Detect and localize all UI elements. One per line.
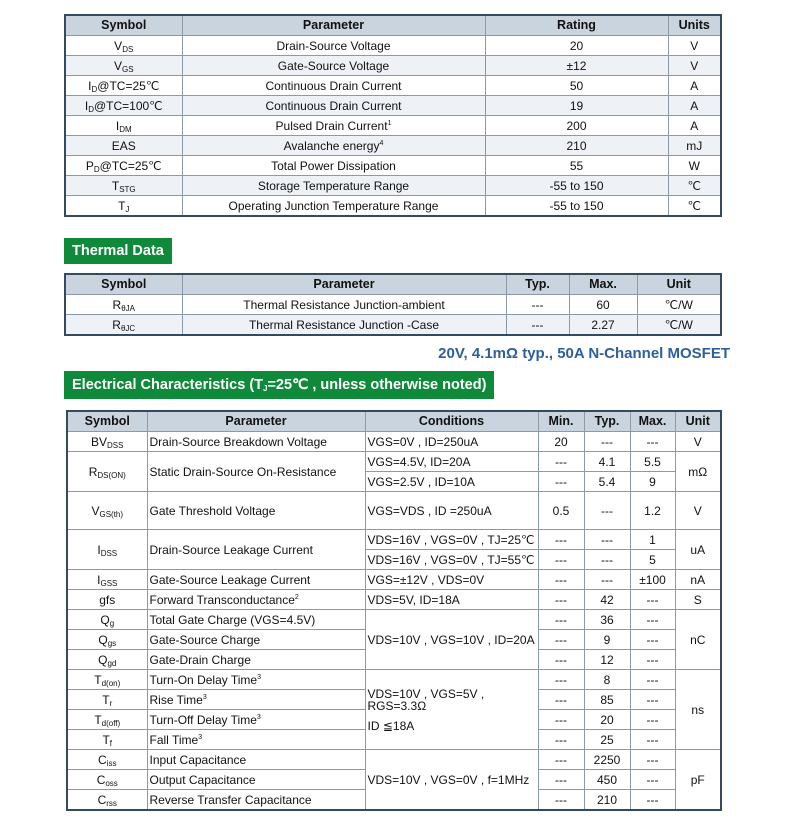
condition-cell: VDS=10V , VGS=0V , f=1MHz [365,750,538,811]
typ-cell: 210 [584,790,630,811]
parameter-text: Pulsed Drain Current [275,118,388,133]
parameter-cell [182,176,485,196]
parameter-cell: Thermal Resistance Junction -Case [182,315,506,336]
unit-cell: V [668,36,721,56]
parameter-cell [147,710,365,730]
min-cell: --- [538,472,584,492]
max-cell: --- [630,590,675,610]
max-cell: --- [630,790,675,811]
typ-cell: 2250 [584,750,630,770]
typ-cell: 9 [584,630,630,650]
max-cell: --- [630,670,675,690]
unit-cell: V [668,56,721,76]
parameter-cell [147,570,365,590]
table-row [67,530,721,550]
electrical-characteristics-table [66,410,722,811]
min-cell: --- [538,610,584,630]
max-cell: --- [630,730,675,750]
parameter-text: Turn-On Delay Time [149,672,258,687]
typ-cell: 4.1 [584,452,630,472]
symbol-sub: θJC [120,323,136,333]
symbol-sub: DSS [100,548,118,558]
rating-cell: 19 [485,96,668,116]
min-cell: --- [538,630,584,650]
max-cell: 9 [630,472,675,492]
typ-cell: 20 [584,710,630,730]
symbol-sub: oss [105,778,118,788]
max-cell: --- [630,630,675,650]
max-cell: --- [630,750,675,770]
max-cell: --- [630,710,675,730]
unit-cell: A [668,96,721,116]
symbol-sub: g [109,618,115,628]
header-unit: Unit [675,411,721,432]
symbol-suffix: @TC=100℃ [93,98,163,113]
condition-cell: VGS=±12V , VDS=0V [365,570,538,590]
unit-cell: mΩ [675,452,721,492]
symbol-cell [67,432,147,452]
symbol-main: I [88,78,92,93]
condition-cell: VGS=VDS , ID =250uA [365,492,538,530]
parameter-cell [147,590,365,610]
symbol-sub: r [109,698,113,708]
header-typ: Typ. [584,411,630,432]
symbol-main: C [96,772,106,787]
typ-cell: --- [584,492,630,530]
parameter-cell [147,530,365,570]
electrical-body [67,432,721,811]
parameter-text: Avalanche energy [283,138,380,153]
table-row [67,432,721,452]
symbol-sub: STG [119,184,136,194]
table-row [65,116,721,136]
unit-cell: V [675,432,721,452]
unit-cell: ℃/W [637,315,721,336]
table-row [65,315,721,336]
parameter-text: Output Capacitance [149,772,256,787]
parameter-text: Continuous Drain Current [265,98,402,113]
typ-cell: --- [584,550,630,570]
symbol-main: T [111,178,120,193]
symbol-suffix: @TC=25℃ [97,78,160,93]
symbol-main: V [91,503,100,518]
header-rating: Rating [485,15,668,36]
typ-cell: 85 [584,690,630,710]
parameter-cell [147,452,365,492]
symbol-cell [67,790,147,811]
header-conditions: Conditions [365,411,538,432]
table-row [67,590,721,610]
unit-cell: ℃ [668,176,721,196]
table-row [67,452,721,472]
parameter-text: Gate-Source Voltage [277,58,390,73]
min-cell: --- [538,550,584,570]
condition-cell [365,670,538,750]
parameter-cell [182,76,485,96]
symbol-sub: D [88,104,94,114]
symbol-main: I [115,118,120,133]
typ-cell: 12 [584,650,630,670]
min-cell: --- [538,452,584,472]
parameter-cell [147,770,365,790]
symbol-cell [65,136,182,156]
parameter-cell [147,610,365,630]
footnote-ref: 3 [198,733,203,741]
abs-max-body [65,36,721,217]
header-parameter: Parameter [147,411,365,432]
symbol-sub: GS [121,64,134,74]
header-max: Max. [569,274,637,295]
symbol-main: EAS [111,138,136,153]
symbol-cell [65,36,182,56]
symbol-main: T [94,672,102,687]
parameter-cell [147,650,365,670]
parameter-text: Gate-Source Leakage Current [149,572,311,587]
unit-cell: ℃/W [637,295,721,315]
table-row [67,610,721,630]
min-cell: --- [538,690,584,710]
symbol-sub: D [93,164,100,174]
title-pre: Electrical Characteristics (T [72,377,264,393]
typ-cell: 5.4 [584,472,630,492]
symbol-suffix: @TC=25℃ [99,158,162,173]
symbol-cell [65,156,182,176]
rating-cell: 50 [485,76,668,96]
title-post: =25℃ , unless otherwise noted) [267,377,487,393]
symbol-cell [67,670,147,690]
header-unit: Unit [637,274,721,295]
table-header-row [65,274,721,295]
symbol-sub: f [109,738,113,748]
parameter-cell [182,56,485,76]
max-cell: ±100 [630,570,675,590]
footnote-ref: 2 [294,593,299,601]
parameter-cell [147,730,365,750]
max-cell: 2.27 [569,315,637,336]
condition-line-2: ID ≦18A [367,718,415,733]
min-cell: --- [538,570,584,590]
symbol-main: T [118,198,126,213]
unit-cell: nC [675,610,721,670]
rating-cell: -55 to 150 [485,196,668,217]
parameter-text: Forward Transconductance [149,592,295,607]
symbol-main: V [113,58,122,73]
parameter-text: Static Drain-Source On-Resistance [149,464,337,479]
typ-cell: --- [506,295,569,315]
symbol-main: I [97,542,101,557]
condition-cell: VDS=16V , VGS=0V , TJ=55℃ [365,550,538,570]
table-row [65,295,721,315]
parameter-cell: Thermal Resistance Junction-ambient [182,295,506,315]
max-cell: --- [630,690,675,710]
table-row [65,136,721,156]
title-sub: J [263,384,268,393]
parameter-text: Drain-Source Leakage Current [149,542,313,557]
symbol-sub: D [91,84,98,94]
table-row [67,750,721,770]
max-cell: 1.2 [630,492,675,530]
table-row [65,96,721,116]
thermal-data-title: Thermal Data [64,238,172,264]
header-min: Min. [538,411,584,432]
max-cell: --- [630,610,675,630]
parameter-text: Fall Time [149,732,199,747]
product-headline: 20V, 4.1mΩ typ., 50A N-Channel MOSFET [438,345,730,362]
header-symbol: Symbol [65,274,182,295]
symbol-cell [67,730,147,750]
header-symbol: Symbol [67,411,147,432]
symbol-sub: iss [106,758,117,768]
table-row [65,56,721,76]
symbol-cell [67,750,147,770]
unit-cell: mJ [668,136,721,156]
symbol-main: Q [100,612,110,627]
table-row [65,176,721,196]
header-max: Max. [630,411,675,432]
typ-cell: --- [584,530,630,550]
table-row [67,570,721,590]
electrical-characteristics-title [64,371,494,399]
symbol-cell [67,710,147,730]
max-cell: 60 [569,295,637,315]
footnote-ref: 3 [202,693,207,701]
symbol-cell [67,770,147,790]
parameter-cell [182,36,485,56]
min-cell: --- [538,710,584,730]
typ-cell: 8 [584,670,630,690]
table-row [65,76,721,96]
parameter-cell [147,432,365,452]
parameter-text: Operating Junction Temperature Range [228,198,439,213]
rating-cell: 200 [485,116,668,136]
header-symbol: Symbol [65,15,182,36]
unit-cell: pF [675,750,721,811]
symbol-sub: GS(th) [99,509,124,519]
symbol-cell: gfs [67,590,147,610]
parameter-text: Turn-Off Delay Time [149,712,257,727]
typ-cell: --- [584,432,630,452]
footnote-ref: 1 [387,119,392,127]
min-cell: --- [538,790,584,811]
min-cell: --- [538,770,584,790]
typ-cell: 450 [584,770,630,790]
typ-cell: 42 [584,590,630,610]
table-row [65,156,721,176]
header-parameter: Parameter [182,274,506,295]
unit-cell: S [675,590,721,610]
parameter-cell [147,790,365,811]
symbol-main: C [98,752,107,767]
table-row [65,36,721,56]
symbol-cell [67,630,147,650]
symbol-cell [67,610,147,630]
unit-cell: W [668,156,721,176]
symbol-cell [65,176,182,196]
symbol-main: Q [98,652,108,667]
typ-cell: --- [584,570,630,590]
symbol-sub: gs [107,638,117,648]
symbol-cell [67,492,147,530]
table-header-row [67,411,721,432]
symbol-cell [67,690,147,710]
max-cell: 5 [630,550,675,570]
header-typ: Typ. [506,274,569,295]
parameter-text: Continuous Drain Current [265,78,402,93]
table-header-row [65,15,721,36]
symbol-cell [65,315,182,336]
symbol-sub: DS(ON) [97,470,126,480]
symbol-main: T [102,692,110,707]
max-cell: --- [630,432,675,452]
table-row [67,492,721,530]
symbol-main: R [112,297,122,312]
symbol-cell [65,295,182,315]
max-cell: 1 [630,530,675,550]
parameter-text: Gate Threshold Voltage [149,503,276,518]
min-cell: 20 [538,432,584,452]
parameter-cell [182,156,485,176]
symbol-sub: DS [122,44,134,54]
parameter-text: Total Power Dissipation [271,158,396,173]
parameter-cell [147,492,365,530]
parameter-text: Storage Temperature Range [257,178,410,193]
min-cell: --- [538,650,584,670]
typ-cell: --- [506,315,569,336]
symbol-main: P [85,158,94,173]
symbol-cell [67,530,147,570]
symbol-sub: gd [107,658,117,668]
symbol-main: R [88,464,98,479]
parameter-text: Reverse Transfer Capacitance [149,792,312,807]
unit-cell: V [675,492,721,530]
max-cell: --- [630,770,675,790]
symbol-cell [67,452,147,492]
typ-cell: 36 [584,610,630,630]
rating-cell: ±12 [485,56,668,76]
min-cell: --- [538,730,584,750]
symbol-cell [65,76,182,96]
max-cell: 5.5 [630,452,675,472]
parameter-cell [147,670,365,690]
min-cell: --- [538,590,584,610]
parameter-text: Gate-Source Charge [149,632,261,647]
symbol-main: V [114,38,123,53]
unit-cell: nA [675,570,721,590]
symbol-sub: GSS [100,578,118,588]
symbol-cell [67,650,147,670]
symbol-main: BV [91,434,108,449]
thermal-data-table [64,273,722,336]
condition-cell: VDS=5V, ID=18A [365,590,538,610]
rating-cell: -55 to 150 [485,176,668,196]
symbol-main: C [97,792,107,807]
condition-cell: VDS=16V , VGS=0V , TJ=25℃ [365,530,538,550]
symbol-main: T [94,712,102,727]
parameter-text: Drain-Source Voltage [276,38,391,53]
symbol-cell [65,116,182,136]
min-cell: --- [538,670,584,690]
symbol-main: T [102,732,110,747]
thermal-body [65,295,721,336]
symbol-sub: DSS [107,440,124,450]
symbol-sub: d(on) [101,678,121,688]
rating-cell: 210 [485,136,668,156]
unit-cell: ns [675,670,721,750]
rating-cell: 55 [485,156,668,176]
table-row [67,670,721,690]
parameter-cell [182,96,485,116]
symbol-sub: θJA [121,303,135,313]
symbol-sub: rss [106,798,117,808]
symbol-main: I [84,98,89,113]
parameter-cell [147,630,365,650]
symbol-cell [67,570,147,590]
min-cell: 0.5 [538,492,584,530]
typ-cell: 25 [584,730,630,750]
symbol-sub: J [125,204,130,214]
symbol-main: I [97,572,101,587]
max-cell: --- [630,650,675,670]
symbol-main: Q [98,632,108,647]
parameter-cell [147,690,365,710]
parameter-text: Gate-Drain Charge [149,652,251,667]
footnote-ref: 4 [379,139,384,147]
parameter-text: Rise Time [149,692,203,707]
symbol-cell [65,96,182,116]
parameter-text: Input Capacitance [149,752,247,767]
unit-cell: uA [675,530,721,570]
condition-cell: VDS=10V , VGS=10V , ID=20A [365,610,538,670]
condition-cell: VGS=0V , ID=250uA [365,432,538,452]
min-cell: --- [538,530,584,550]
unit-cell: A [668,116,721,136]
condition-cell: VGS=2.5V , ID=10A [365,472,538,492]
parameter-cell [182,136,485,156]
header-units: Units [668,15,721,36]
symbol-main: R [112,317,121,332]
footnote-ref: 3 [257,673,261,681]
table-row [65,196,721,217]
header-parameter: Parameter [182,15,485,36]
unit-cell: A [668,76,721,96]
parameter-text: Drain-Source Breakdown Voltage [149,434,327,449]
symbol-cell [65,196,182,217]
absolute-maximum-ratings-table [64,14,722,217]
symbol-cell [65,56,182,76]
rating-cell: 20 [485,36,668,56]
parameter-cell [182,196,485,217]
unit-cell: ℃ [668,196,721,217]
footnote-ref: 3 [256,713,261,721]
symbol-sub: d(off) [101,718,121,728]
parameter-cell [147,750,365,770]
parameter-cell [182,116,485,136]
parameter-text: Total Gate Charge (VGS=4.5V) [149,612,316,627]
min-cell: --- [538,750,584,770]
condition-cell: VGS=4.5V, ID=20A [365,452,538,472]
symbol-sub: DM [119,124,132,134]
condition-line-1: VDS=10V , VGS=5V , RGS=3.3Ω [367,686,485,713]
